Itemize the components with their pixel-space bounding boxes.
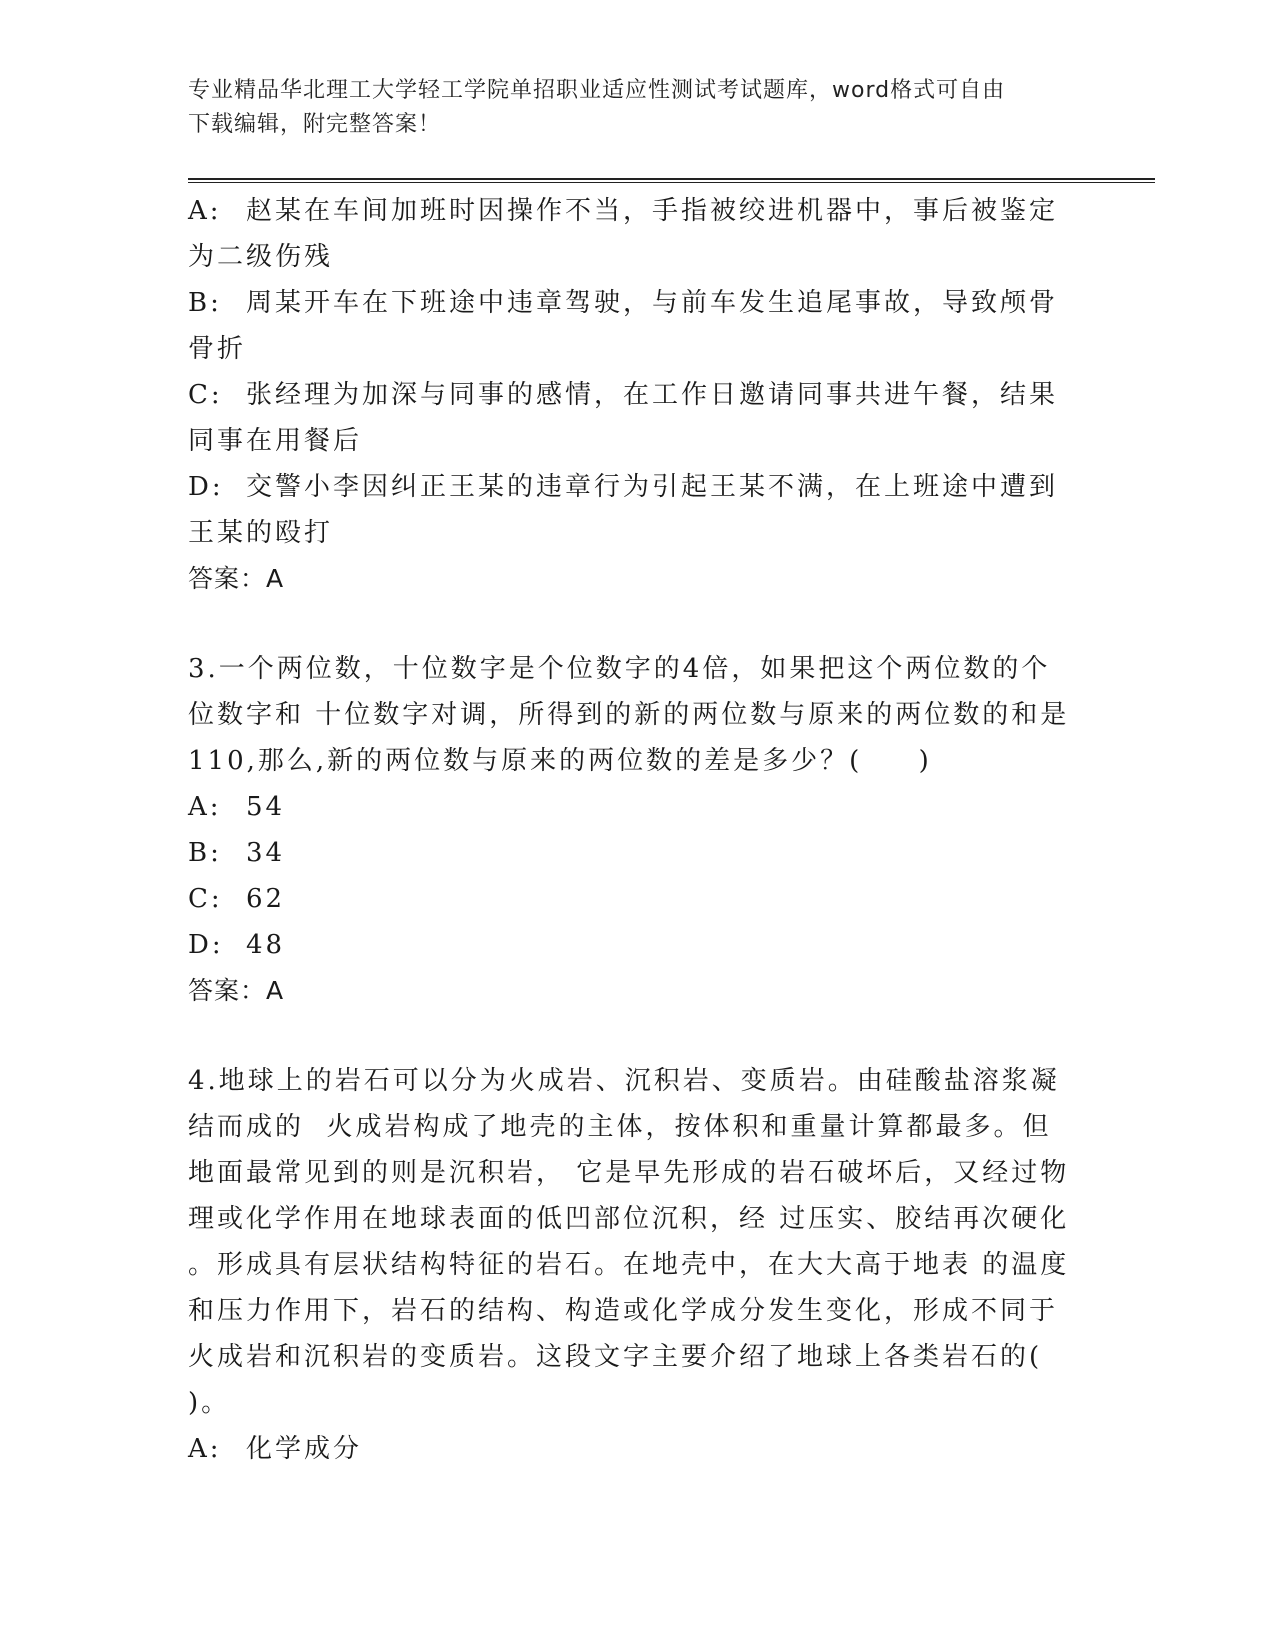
option-text: 34 — [246, 838, 286, 868]
document-body — [188, 188, 1088, 1472]
option-d — [188, 464, 1088, 510]
answer-label: 答案：A — [188, 976, 285, 1005]
option-letter: B: — [188, 838, 222, 868]
option-b — [188, 280, 1088, 326]
question-stem-line: 110,那么,新的两位数与原来的两位数的差是多少？( ) — [188, 746, 932, 776]
question-stem-line: 火成岩和沉积岩的变质岩。这段文字主要介绍了地球上各类岩石的( — [188, 1342, 1043, 1372]
question-stem-line: 理或化学作用在地球表面的低凹部位沉积，经 过压实、胶结再次硬化 — [188, 1204, 1070, 1234]
header-line-2: 下载编辑，附完整答案！ — [188, 112, 442, 137]
option-text: 62 — [246, 884, 286, 914]
question-stem-line: 结而成的 火成岩构成了地壳的主体，按体积和重量计算都最多。但 — [188, 1112, 1052, 1142]
option-a — [188, 1426, 1088, 1472]
question-stem-line: 地面最常见到的则是沉积岩， 它是早先形成的岩石破坏后，又经过物 — [188, 1158, 1070, 1188]
option-text: 54 — [246, 792, 286, 822]
option-continuation: 王某的殴打 — [188, 518, 334, 548]
question-stem-line: 位数字和 十位数字对调，所得到的新的两位数与原来的两位数的和是 — [188, 700, 1070, 730]
question-2 — [188, 188, 1088, 602]
spacer — [188, 602, 1088, 646]
option-letter: A: — [188, 792, 222, 822]
option-text: 交警小李因纠正王某的违章行为引起王某不满，在上班途中遭到 — [246, 472, 1059, 502]
question-4 — [188, 1058, 1088, 1472]
header-line-1: 专业精品华北理工大学轻工学院单招职业适应性测试考试题库，word格式可自由 — [188, 78, 1006, 103]
question-stem-line: 。形成具有层状结构特征的岩石。在地壳中，在大大高于地表 的温度 — [188, 1250, 1070, 1280]
question-stem-line: 3.一个两位数，十位数字是个位数字的4倍，如果把这个两位数的个 — [188, 654, 1051, 684]
question-stem-line: )。 — [188, 1388, 231, 1418]
option-letter: A: — [188, 1434, 222, 1464]
option-letter: B: — [188, 288, 222, 318]
option-d — [188, 922, 1088, 968]
question-3 — [188, 646, 1088, 1014]
option-c — [188, 372, 1088, 418]
option-continuation: 骨折 — [188, 334, 247, 364]
answer-label: 答案：A — [188, 564, 285, 593]
option-letter: D: — [188, 930, 224, 960]
option-text: 周某开车在下班途中违章驾驶，与前车发生追尾事故，导致颅骨 — [246, 288, 1059, 318]
spacer — [188, 1014, 1088, 1058]
option-continuation: 为二级伤残 — [188, 242, 334, 272]
option-continuation: 同事在用餐后 — [188, 426, 363, 456]
option-a — [188, 188, 1088, 234]
question-stem-line: 4.地球上的岩石可以分为火成岩、沉积岩、变质岩。由硅酸盐溶浆凝 — [188, 1066, 1060, 1096]
question-stem-line: 和压力作用下，岩石的结构、构造或化学成分发生变化，形成不同于 — [188, 1296, 1059, 1326]
page-header — [188, 74, 1088, 142]
option-a — [188, 784, 1088, 830]
option-letter: C: — [188, 380, 223, 410]
option-c — [188, 876, 1088, 922]
header-divider — [188, 178, 1155, 183]
option-text: 48 — [246, 930, 286, 960]
option-b — [188, 830, 1088, 876]
option-text: 张经理为加深与同事的感情，在工作日邀请同事共进午餐，结果 — [246, 380, 1059, 410]
option-letter: C: — [188, 884, 223, 914]
option-letter: D: — [188, 472, 224, 502]
option-text: 赵某在车间加班时因操作不当，手指被绞进机器中，事后被鉴定 — [246, 196, 1059, 226]
option-letter: A: — [188, 196, 222, 226]
option-text: 化学成分 — [246, 1434, 363, 1464]
